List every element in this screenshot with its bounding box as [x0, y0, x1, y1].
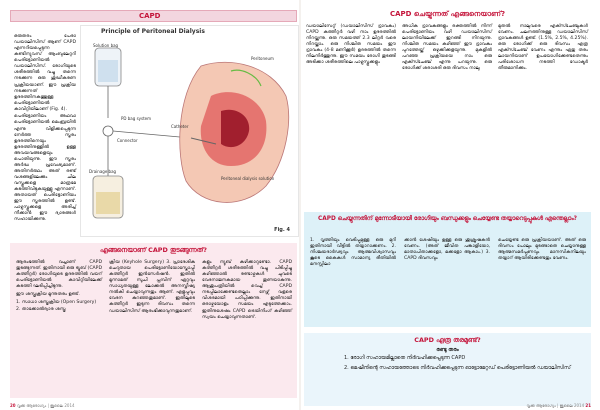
label-catheter: Catheter — [171, 124, 189, 129]
right-page — [304, 10, 591, 408]
label-connector: Connector — [117, 138, 138, 143]
left-footer-text: വൃക്ക ആരോഗ്യം | ജൂലൈ 2014 — [16, 402, 75, 408]
solution-bag-fluid — [98, 60, 118, 82]
start-col1-list-1: 1. സാധാ ശസ്ത്രക്രിയ (Open Surgery) — [16, 299, 97, 305]
drainage-bag-fluid — [96, 192, 120, 214]
types-list — [344, 355, 584, 374]
left-header: CAPD — [10, 10, 297, 22]
intro-paragraph-2: പെരിട്ടോണിയം അഥവാ പെരിട്ടോണിയൽ മെംബ്രയിൻ എന്നു വിളിക്കപ്പെടുന്ന നേർത്ത സ്തരം ഉദരത്തിനെയും ഉദരത്തിനുള്ളിൽ ഉള്ള അവയവങ്ങളെയും പൊതിയുന്നു. ഈ സ്തരം അർദ്ധ പ്രവേശ്യമാണ്. അതിനർത്ഥം അത് രണ്ട് വശങ്ങളിലേക്കും ചില വസ്തുക്കളെ മാത്രമേ കടത്തിവിടുകയുള്ളൂ എന്നാണ്. അതായത് പെരിട്ടോണിയം ഈ സ്തരത്തിൽ ഉണ്ട്. പാഴ്വസ്തുക്കളെ അരിച്ച് നീക്കാൻ ഈ ദ്വാരങ്ങൾ സഹായിക്കുന്നു. — [14, 114, 76, 223]
right-page-number: 21 — [585, 402, 591, 408]
start-col1-text: ആരംഭത്തിൽ വച്ചാണ് CAPD തുടങ്ങുന്നത്. ഇതിനായി ഒരു ട്യൂബ് (CAPD കത്തീറ്റർ) രോഗിയുടെ ഉദരത്തിൽ വയറ് പെരിട്ടോണിയൽ കാവിറ്റിയിലേക്ക് കടത്തി ഘടിപ്പിച്ചിടുന്നു. — [16, 260, 102, 290]
label-peritoneum: Peritoneum — [251, 56, 274, 61]
figure-caption: Fig. 4 — [274, 227, 290, 234]
right-footer-text: വൃക്ക ആരോഗ്യം | ജൂലൈ 2014 — [526, 402, 585, 408]
left-footer — [10, 403, 75, 408]
preparation-title: CAPD ചെയ്യുന്നതിന് മുന്നോടിയായി രോഗിയും ബന്ധുക്കളും ചെയ്യേണ്ട തയ്യാറെടുപ്പുകൾ എന്തെല്ലാം? — [317, 216, 578, 222]
connector-shape — [103, 126, 113, 136]
peritoneal-dialysis-figure — [80, 25, 299, 237]
label-solution-bag: Solution bag — [93, 43, 119, 48]
prep-col1-text: 1. വൃത്തിയും വെടിപ്പുമുള്ള ഒരു മുറി ഇതിനായി വീട്ടിൽ തയ്യാറാക്കണം. 2. നിശ്ചയദാർഢ്യവും ആത്മവിശ്വാസവും കൂടെ കൈകൾ സാമാന്യ രീതിയിൽ മനസ്സിലാ — [310, 238, 396, 268]
start-col1-list-2: 2. താക്കോൽദ്വാര ശസ്ത്ര — [16, 307, 66, 313]
start-column-3 — [202, 260, 292, 322]
how-start-title: എങ്ങനെയാണ് CAPD തുടങ്ങുന്നത്? — [100, 246, 207, 254]
prep-col3-text: ചെയ്യേണ്ട ഒരു പ്രക്രിയയാണ്. അത് ഒരു ദിവസം പോലും മുടങ്ങാതെ ചെയ്യാനുള്ള ആത്മസമർപ്പണവും മാനസികനിലയും തയ്യാറ് ആയിരിക്കേണ്ടതും വേണം. — [498, 238, 586, 262]
label-dialysis-solution: Peritoneal dialysis solution — [221, 176, 275, 181]
right-column-2 — [402, 24, 492, 74]
prep-column-2 — [404, 238, 490, 264]
label-pd-bag-system: PD bag system — [121, 116, 152, 121]
types-title: CAPD എത്ര തരമുണ്ട്? — [414, 336, 481, 344]
start-col1-b: ഈ ശസ്ത്രക്രിയ മൂന്നുതരം ഉണ്ട്. — [16, 291, 80, 297]
right-column-1 — [306, 24, 396, 68]
right-col1-text: ഡയാലിസേറ്റ് (ഡയാലിസിസ് ദ്രാവകം) CAPD കത്തീറ്റർ വഴി നാം ഉദരത്തിൽ നിറയ്ക്കുന്നു. ഒരു സമയത്ത് 2.3 ലിറ്റർ വരെ നിറയ്ക്കാം. ഒരു നിശ്ചിത സമയം ഈ ദ്രാവകം (4-8 മണിക്കൂർ) ഉദരത്തിൽ തന്നെ നിലനിർത്തുന്നു. ഈ സമയം രോഗി തുടങ്ങി അടിക്കാ ശരീരത്തിലെ പാഴ്വസ്തുക്കളും — [306, 24, 396, 66]
prep-column-3 — [498, 238, 586, 264]
start-column-2 — [109, 260, 195, 316]
figure-title: Principle of Peritoneal Dialysis — [101, 28, 205, 35]
right-column-3 — [498, 24, 588, 74]
right-header: CAPD ചെയ്യുന്നത് എങ്ങനെയാണ്? — [389, 10, 506, 18]
right-col3-text: മുതൽ നാലുവരെ എക്സ്ചേഞ്ചുകൾ വേണം. ചലനത്തിനുള്ള ഡയാലിസിസ് ദ്രാവകങ്ങൾ ഉണ്ട്. (1.5%, 2.5%, 4.25%). ഒരു രോഗിക്ക് ഒരു ദിവസം എത്ര എക്സ്ചേഞ്ച് വേണം എന്നും ഏതു തരം ലായനിയാണ് ഉപയോഗിക്കേണ്ടതെന്നും പരിശോധന നടത്തി ഡോക്ടർ തീരുമാനിക്കും. — [498, 24, 588, 72]
prep-column-1 — [310, 238, 396, 270]
label-drainage-bag: Drainage bag — [89, 169, 117, 174]
catheter-line — [113, 131, 191, 138]
types-subtitle: രണ്ടു തരം — [436, 347, 459, 353]
prep-col2-text: ക്കാൻ ശേഷിയും ഉള്ള ഒരു ശുശ്രൂഷകൻ വേണം. (അത് ജീവിത പങ്കാളിയോ, മാതാപിതാക്കളോ, മക്കളോ ആകാം.) 3. CAPD ദിവസവും — [404, 238, 490, 262]
start-col2-text: ക്രിയ (Keyhole Surgery) 3. പ്രാദേശിക ചെറുതായ പെരിട്ടോണിയോസ്കോപ്പി കത്തീറ്റർ ഇൻസേർഷൻ. ഇതിൽ മൂന്നാമത് സൂചി പ്ലമ്പിന് ഏറ്റവും സാധ്യതയുള്ള ലോക്കൽ അനസ്തീഷ്യ നൽകി ചെയ്യാവുന്നതും ആണ്. എളുപ്പവും വേദന കുറഞ്ഞതുമാണ്. ഇതിലൂടെ കത്തീറ്റർ ഇടുന്ന ദിവസം തന്നെ ഡയാലിസിസ് ആരംഭിക്കാവുന്നതുമാണ്. — [109, 260, 195, 314]
right-col2-text: അധിക ദ്രാവകങ്ങളും രക്തത്തിൽ നിന്ന് പെരിട്ടോണിയം വഴി ഡയാലിസിസ് ലായനിയിലേക്ക് ഇറങ്ങി നിറയുന്നു. നിശ്ചിത സമയം കഴിഞ്ഞ് ഈ ദ്രാവകം പുറത്തേയ്ക്ക് ഒഴുക്കിക്കളയുന്നു. മുകളിൽ പറഞ്ഞ പ്രക്രിയയെ നാം ഒരു എക്സ്ചേഞ്ച് എന്നു പറയുന്നു. ഒരു രോഗിക്ക് ശരാശരി ഒരു ദിവസം നാലു — [402, 24, 492, 72]
types-item-1: 1. രോഗി സഹായമില്ലാതെ നിർവഹിക്കപ്പെടുന്ന CAPD — [344, 355, 466, 361]
right-footer — [526, 403, 591, 408]
start-column-1 — [16, 260, 102, 315]
left-page-number: 20 — [10, 402, 16, 408]
intro-column — [14, 34, 76, 225]
types-item-2: 2. മെഷീനിന്റെ സഹായത്തോടെ നിർവഹിക്കപ്പെടുന്ന ഓട്ടോമേറ്റഡ് പെരിട്ടോണിയൽ ഡയാലിസിസ് — [344, 364, 571, 371]
start-col3-text: കളും ന്യൂബ് കഴിക്കാറുണ്ടോ. CAPD കത്തീറ്റർ ശരീരത്തിൽ വച്ചു പിടിപ്പിച്ചു കഴിഞ്ഞാൽ രണ്ടാഴ്ചകൾ ചുവടെ വേദനാജനകമായ തുണയാകുന്നു. ആശുപത്രിയിൽ വെച്ച് CAPD നടപ്പിലാക്കേണ്ടതെല്ലാം നേഴ്സ് വളരെ വിശദമായി പഠിപ്പിക്കുന്നു. ഇതിനായി ഒരാഴ്ചയോളം സമയം എടുത്തേക്കാം. ഇതിനുശേഷം CAPD ട്രെയിനിംഗ് കഴിഞ്ഞ് സ്വയം ചെയ്യാവുന്നതാണ്. — [202, 260, 292, 320]
intro-paragraph: ഒരുതരം പേരാ ഡയാലിസിസ് ആണ് CAPD എന്നറിയപ്പെടുന്ന കണ്ടിന്യുവസ് ആംബുലേറ്ററി പെരിട്ടോണിയൽ ഡയാലിസിസ്. രോഗിയുടെ ശരീരത്തിൽ വച്ചു തന്നെ നടക്കുന്ന ഒരു ശുദ്ധീകരണ പ്രക്രിയയാണ്. ഈ പ്രക്രിയ നടക്കുന്നത് ഉദരത്തിനകത്തുള്ള പെരിട്ടോണിയൽ കാവിറ്റിയിലാണ് (Fig. 4). — [14, 34, 76, 112]
left-page — [10, 10, 297, 408]
